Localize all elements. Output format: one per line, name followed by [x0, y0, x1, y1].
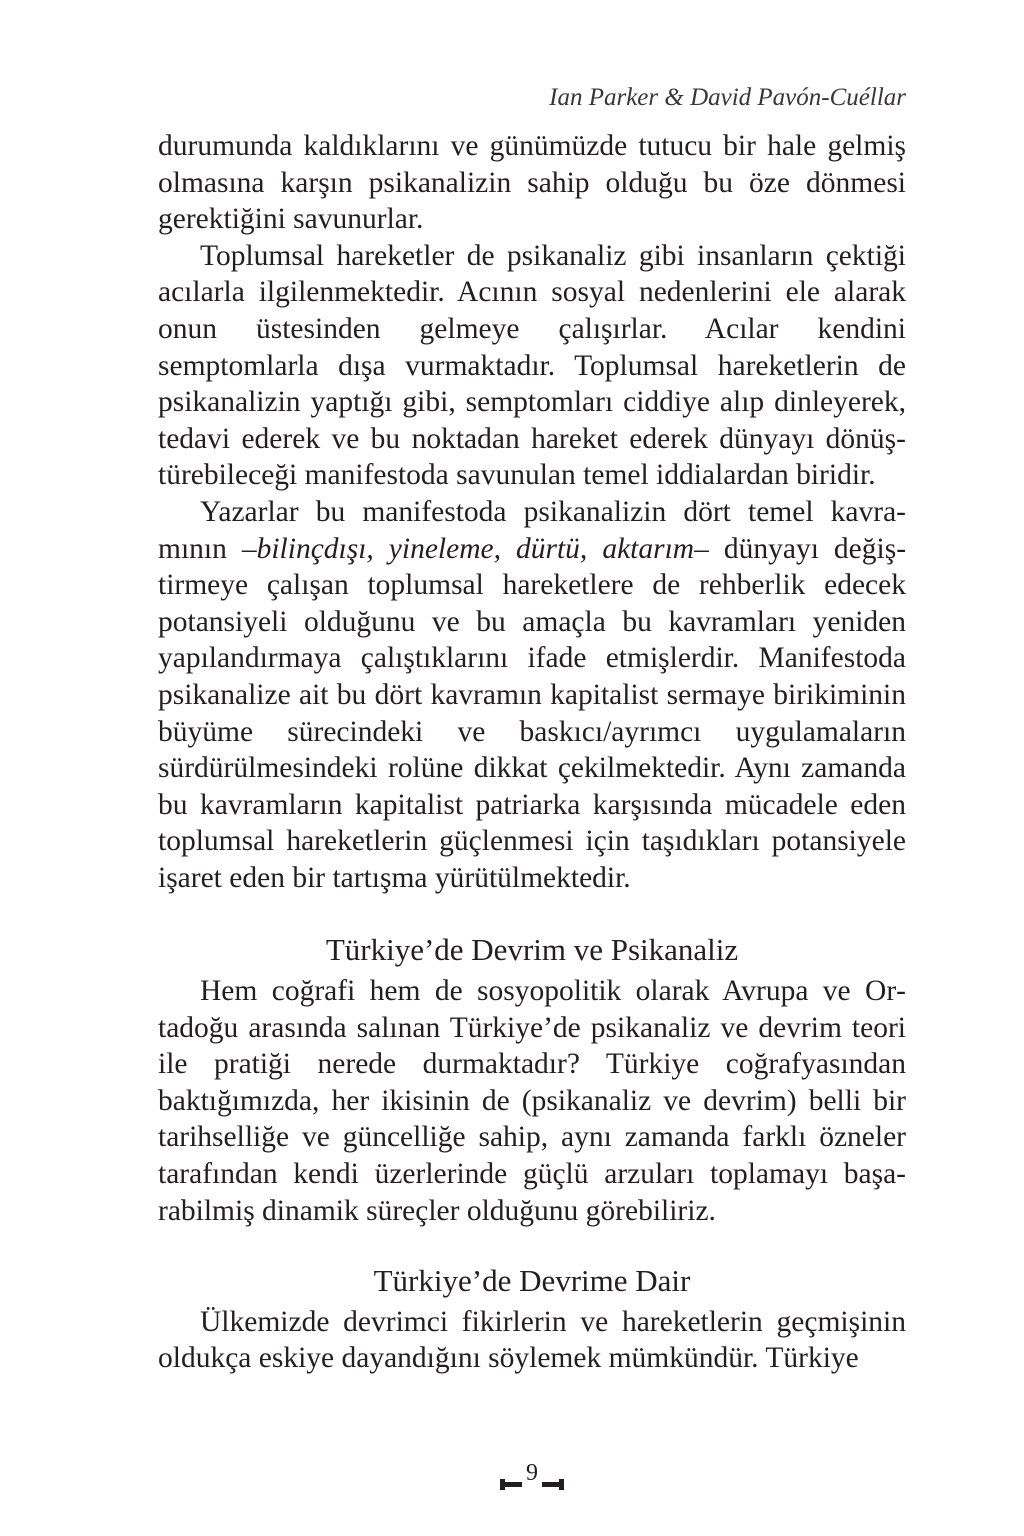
- paragraph-turkey: Hem coğrafi hem de sosyopolitik olarak Avrupa ve Ortadoğu arasında salınan Türkiye’de psikanaliz ve devrim teori ile pratiği nerede durmaktadır? Türkiye coğrafyasından baktığımızda, her ikisinin de (psikanaliz ve devrim) belli bir tarihselliğe ve güncelliğe sahip, aynı zamanda farklı özneler tarafından kendi üzerlerinde güçlü arzuları toplamayı başarabilmiş dinamik süreçler olduğunu görebiliriz.: [158, 975, 906, 1227]
- paragraph-text: dünyayı değiştirmeye çalışan toplumsal hareketlere de rehberlik edecek potansiyeli olduğunu ve bu amaçla bu kavramları yeniden yapılandırmaya çalıştıklarını ifade etmişlerdir. Manifestoda psikanalize ait bu dört kavramın kapitalist sermaye birikiminin büyüme sürecindeki ve baskıcı/ayrımcı uygulamaların sürdürülmesindeki rolüne dikkat çekilmektedir. Aynı zamanda bu kavramların kapitalist patriarka karşısında mücadele eden toplumsal hareketlerin güçlenmesi için taşıdıkları potansiyele işaret eden bir tartışma yürütülmektedir.: [158, 532, 907, 894]
- paragraph-text: Yazarlar bu manifestoda psikanalizin dört temel kavramının: [158, 495, 906, 565]
- page-footer: [0, 1460, 1024, 1500]
- page-number: 9: [526, 1460, 538, 1486]
- footer-rule-right: [542, 1482, 564, 1487]
- section-heading-on-revolution: Türkiye’de Devrime Dair: [373, 1263, 691, 1299]
- paragraph-revolutionary-history: Ülkemizde devrimci fikirlerin ve hareketlerin geçmişinin oldukça eskiye dayandığını söylemek mümkündür. Türkiye: [158, 1305, 906, 1375]
- section-heading-revolution-psychoanalysis: Türkiye’de Devrim ve Psikanaliz: [325, 932, 739, 968]
- italic-concepts: –bilinçdışı, yineleme, dürtü, aktarım–: [241, 532, 709, 565]
- body-text: [158, 128, 906, 1377]
- paragraph-four-concepts: [158, 494, 906, 897]
- paragraph-continued: durumunda kaldıklarını ve günümüzde tutucu bir hale gelmiş olmasına karşın psikanalizin sahip olduğu bu öze dönmesi gerektiğini savunurlar.: [158, 130, 906, 236]
- running-header: Ian Parker & David Pavón-Cuéllar: [549, 84, 906, 111]
- paragraph-social-movements: Toplumsal hareketler de psikanaliz gibi insanların çektiği acılarla ilgilenmektedir. Acının sosyal nedenlerini ele alarak onun üstesinden gelmeye çalışırlar. Acılar kendini semptomlarla dışa vurmaktadır. Toplumsal hareketlerin de psikanalizin yaptığı gibi, semptomları ciddiye alıp dinleyerek, tedavi ederek ve bu noktadan hareket ederek dünyayı dönüştürebileceği manifestoda savunulan temel iddialardan biridir.: [158, 239, 906, 492]
